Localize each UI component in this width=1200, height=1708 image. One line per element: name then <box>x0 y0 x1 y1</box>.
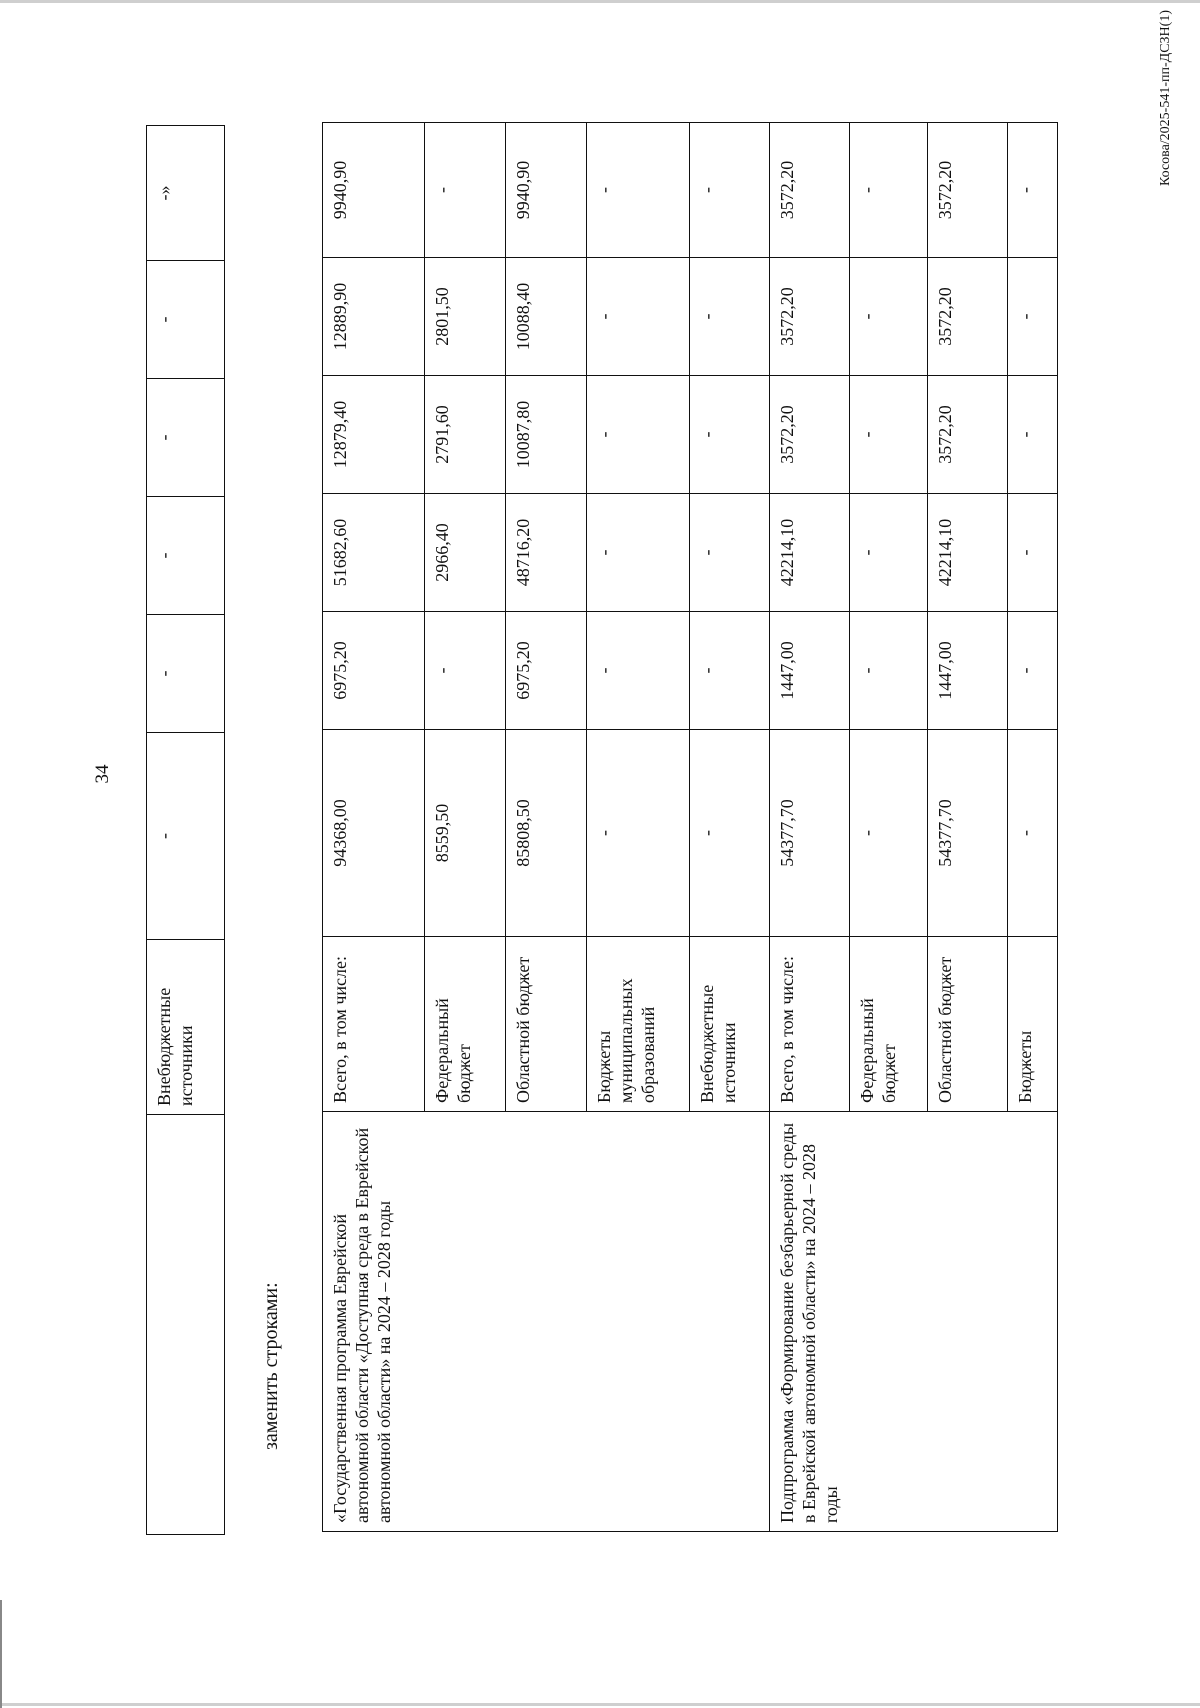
value-cell: 3572,20 <box>928 258 1008 376</box>
value-cell: - <box>587 730 690 937</box>
value-cell: 3572,20 <box>770 258 850 376</box>
value-cell: - <box>850 258 928 376</box>
value-cell: 9940,90 <box>506 123 587 258</box>
value-cell: - <box>425 123 506 258</box>
value-cell: 2801,50 <box>425 258 506 376</box>
value-cell: - <box>850 494 928 612</box>
value-cell: - <box>850 376 928 494</box>
value-cell: 6975,20 <box>506 612 587 730</box>
table-row <box>147 126 225 1535</box>
value-cell: 85808,50 <box>506 730 587 937</box>
value-cell: 9940,90 <box>323 123 425 258</box>
table-row <box>770 123 850 1532</box>
value-cell: - <box>690 376 770 494</box>
value-cell: 42214,10 <box>928 494 1008 612</box>
value-cell: 42214,10 <box>770 494 850 612</box>
value-cell: - <box>1008 612 1058 730</box>
source-cell: Внебюджетные источники <box>690 937 770 1112</box>
value-cell: 54377,70 <box>928 730 1008 937</box>
value-cell: - <box>587 258 690 376</box>
value-cell: - <box>425 612 506 730</box>
value-cell: - <box>690 494 770 612</box>
value-cell: 3572,20 <box>928 376 1008 494</box>
value-cell: - <box>147 615 225 733</box>
value-cell: - <box>1008 494 1058 612</box>
value-cell: 10088,40 <box>506 258 587 376</box>
program-cell <box>147 1115 225 1535</box>
value-cell: 48716,20 <box>506 494 587 612</box>
source-cell: Всего, в том числе: <box>770 937 850 1112</box>
value-cell: 94368,00 <box>323 730 425 937</box>
value-cell: 3572,20 <box>770 123 850 258</box>
table-row <box>323 123 425 1532</box>
value-cell: 3572,20 <box>928 123 1008 258</box>
value-cell: - <box>1008 730 1058 937</box>
value-cell: 2966,40 <box>425 494 506 612</box>
document-code: Косова/2025-541-пп-ДСЗН(1) <box>1158 10 1173 187</box>
source-cell: Всего, в том числе: <box>323 937 425 1112</box>
program-title-cell: «Государственная программа Еврейской автономной области «Доступная среда в Еврейской автономной области» на 2024 – 2028 годы <box>323 1112 770 1532</box>
value-cell: - <box>850 612 928 730</box>
value-cell: 6975,20 <box>323 612 425 730</box>
value-cell: - <box>147 261 225 379</box>
value-cell: - <box>147 379 225 497</box>
subprogram-title-cell: Подпрограмма «Формирование безбарьерной среды в Еврейской автономной области» на 2024 – 2028 годы <box>770 1112 1058 1532</box>
value-cell: - <box>147 497 225 615</box>
value-cell: - <box>587 376 690 494</box>
value-cell: - <box>690 123 770 258</box>
value-cell: - <box>1008 376 1058 494</box>
value-cell: - <box>1008 123 1058 258</box>
value-cell: - <box>587 494 690 612</box>
source-cell: Бюджеты <box>1008 937 1058 1112</box>
value-cell: 8559,50 <box>425 730 506 937</box>
value-cell: 1447,00 <box>928 612 1008 730</box>
source-cell: Областной бюджет <box>928 937 1008 1112</box>
value-cell: 3572,20 <box>770 376 850 494</box>
value-cell: - <box>1008 258 1058 376</box>
value-cell: - <box>587 123 690 258</box>
replace-with-rows-text: заменить строками: <box>260 1282 282 1450</box>
value-cell: 10087,80 <box>506 376 587 494</box>
source-cell: Федеральный бюджет <box>425 937 506 1112</box>
value-cell: 12889,90 <box>323 258 425 376</box>
value-cell: 12879,40 <box>323 376 425 494</box>
source-cell: Бюджеты муниципальных образований <box>587 937 690 1112</box>
value-cell: - <box>690 258 770 376</box>
value-cell: 2791,60 <box>425 376 506 494</box>
value-cell: - <box>690 612 770 730</box>
value-cell: 1447,00 <box>770 612 850 730</box>
funding-table <box>322 122 1058 1532</box>
source-cell: Федеральный бюджет <box>850 937 928 1112</box>
value-cell: 51682,60 <box>323 494 425 612</box>
value-cell: - <box>587 612 690 730</box>
value-cell: -» <box>147 126 225 261</box>
value-cell: 54377,70 <box>770 730 850 937</box>
source-cell: Областной бюджет <box>506 937 587 1112</box>
value-cell: - <box>850 730 928 937</box>
page-number: 34 <box>92 764 113 784</box>
value-cell: - <box>690 730 770 937</box>
previous-table-fragment <box>146 125 225 1535</box>
value-cell: - <box>850 123 928 258</box>
source-cell: Внебюджетные источники <box>147 940 225 1115</box>
value-cell: - <box>147 733 225 940</box>
